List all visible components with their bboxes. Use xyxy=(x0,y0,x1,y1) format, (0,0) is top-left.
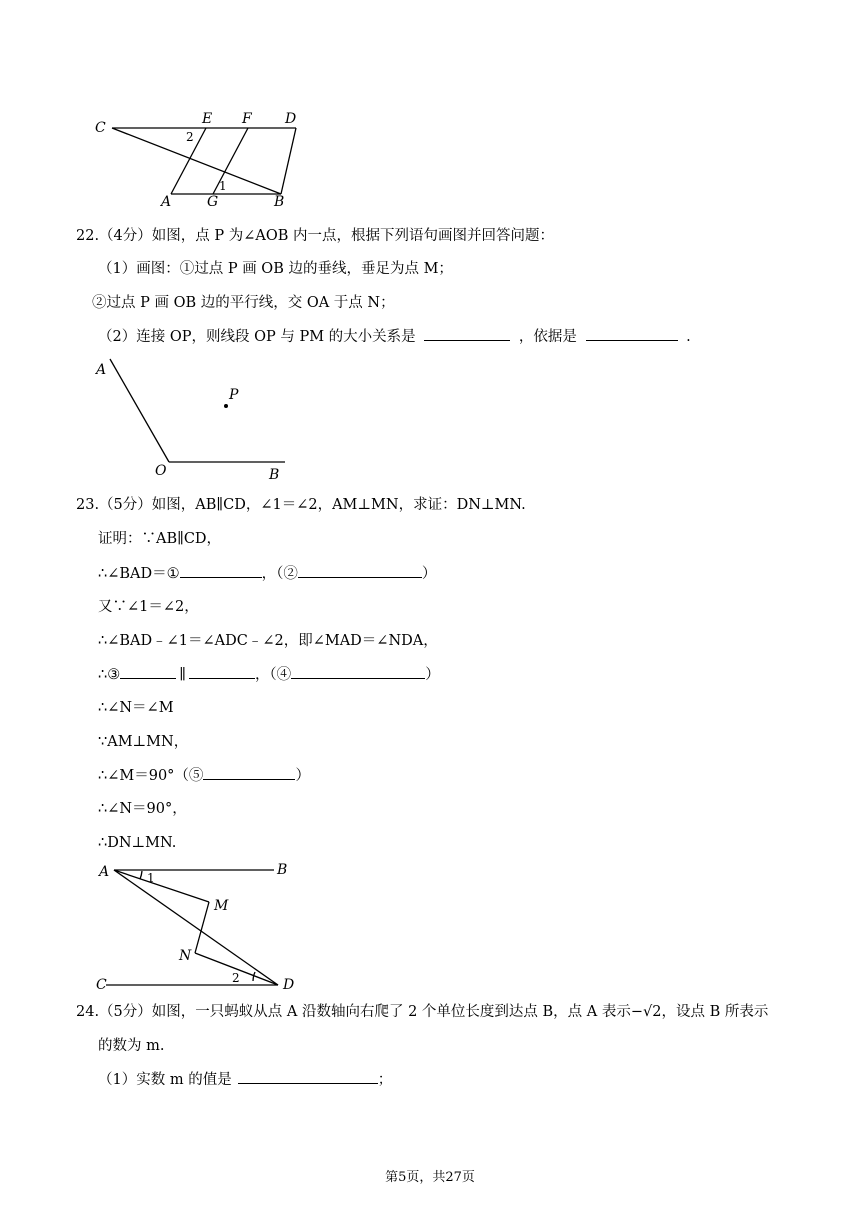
figure-q23 xyxy=(92,858,302,994)
q24-part1 xyxy=(98,1069,392,1090)
label-A: A xyxy=(161,194,172,208)
q23-blank-2[interactable] xyxy=(298,563,422,578)
q23-step7: ∵AM⊥MN， xyxy=(98,734,189,750)
q24-part1-text: （1）实数 m 的值是 xyxy=(98,1072,232,1088)
label-C: C xyxy=(96,977,107,993)
label-O: O xyxy=(155,463,167,479)
figure-q21 xyxy=(90,108,310,208)
q22-part1-step2: ②过点 P 画 OB 边的平行线，交 OA 于点 N； xyxy=(92,295,395,311)
q23-step2-end: ） xyxy=(421,566,437,582)
label-A: A xyxy=(96,362,107,378)
q22-blank-relation[interactable] xyxy=(424,326,510,341)
q23-blank-3a[interactable] xyxy=(120,664,176,679)
label-B: B xyxy=(277,862,288,878)
angle-1-label: 1 xyxy=(219,179,227,193)
q24-stem-line2: 的数为 m. xyxy=(98,1038,165,1054)
label-G: G xyxy=(207,194,219,208)
q23-blank-4[interactable] xyxy=(291,664,425,679)
q23-step5 xyxy=(98,664,440,685)
point-P xyxy=(224,404,228,408)
page-footer: 第5页，共27页 xyxy=(385,1170,475,1185)
label-C: C xyxy=(95,120,106,136)
q22-part2 xyxy=(98,326,691,347)
q23-blank-5[interactable] xyxy=(203,765,295,780)
label-A: A xyxy=(99,864,110,880)
q22-blank-basis[interactable] xyxy=(586,326,678,341)
label-B: B xyxy=(269,467,280,483)
q22-part2-text: （2）连接 OP，则线段 OP 与 PM 的大小关系是 xyxy=(98,329,416,345)
q23-blank-3b[interactable] xyxy=(189,664,255,679)
q23-step5-parallel: ∥ xyxy=(179,667,186,683)
q23-step10: ∴DN⊥MN. xyxy=(98,835,177,851)
q23-step8-text: ∴∠M＝90°（⑤ xyxy=(98,768,204,784)
q23-step8 xyxy=(98,765,310,786)
q23-stem: 23.（5分）如图，AB∥CD，∠1＝∠2，AM⊥MN，求证：DN⊥MN. xyxy=(76,497,526,513)
q23-step2-text-b: ，（② xyxy=(261,566,298,582)
q23-step5-text: ∴③ xyxy=(98,667,121,683)
q23-step2-text: ∴∠BAD＝① xyxy=(98,566,180,582)
q23-step1: 证明：∵AB∥CD， xyxy=(98,531,222,547)
label-D: D xyxy=(283,977,295,993)
label-M: M xyxy=(214,898,229,914)
q23-step9: ∴∠N＝90°， xyxy=(98,801,187,817)
label-N: N xyxy=(179,948,192,964)
q23-step4: ∴∠BAD﹣∠1＝∠ADC﹣∠2，即∠MAD＝∠NDA， xyxy=(98,633,438,649)
label-P: P xyxy=(229,387,239,403)
q23-step2 xyxy=(98,563,436,584)
q24-blank-m[interactable] xyxy=(238,1069,378,1084)
label-D: D xyxy=(285,111,297,127)
label-F: F xyxy=(242,111,252,127)
q22-stem: 22.（4分）如图，点 P 为∠AOB 内一点，根据下列语句画图并回答问题： xyxy=(76,228,555,244)
angle-1-label: 1 xyxy=(147,871,155,885)
q23-step8-end: ） xyxy=(295,768,310,784)
angle-2-label: 2 xyxy=(186,130,194,144)
q24-part1-end: ； xyxy=(377,1072,393,1088)
label-B: B xyxy=(274,194,285,208)
q24-stem-line1: 24.（5分）如图，一只蚂蚁从点 A 沿数轴向右爬了 2 个单位长度到达点 B，点 A 表示−√2，设点 B 所表示 xyxy=(76,1004,769,1020)
q23-blank-1[interactable] xyxy=(180,563,262,578)
q23-step3: 又∵∠1＝∠2， xyxy=(98,599,199,615)
q22-part2-text-b: ，依据是 xyxy=(518,329,577,345)
figure-q22 xyxy=(92,356,292,484)
q22-part2-end: . xyxy=(686,329,691,345)
q22-part1: （1）画图：①过点 P 画 OB 边的垂线，垂足为点 M； xyxy=(98,261,453,277)
q23-step6: ∴∠N＝∠M xyxy=(98,700,174,716)
label-E: E xyxy=(202,111,213,127)
q23-step5-end: ） xyxy=(425,667,440,683)
angle-2-label: 2 xyxy=(232,971,240,985)
q23-step5-text-b: ，（④ xyxy=(254,667,292,683)
